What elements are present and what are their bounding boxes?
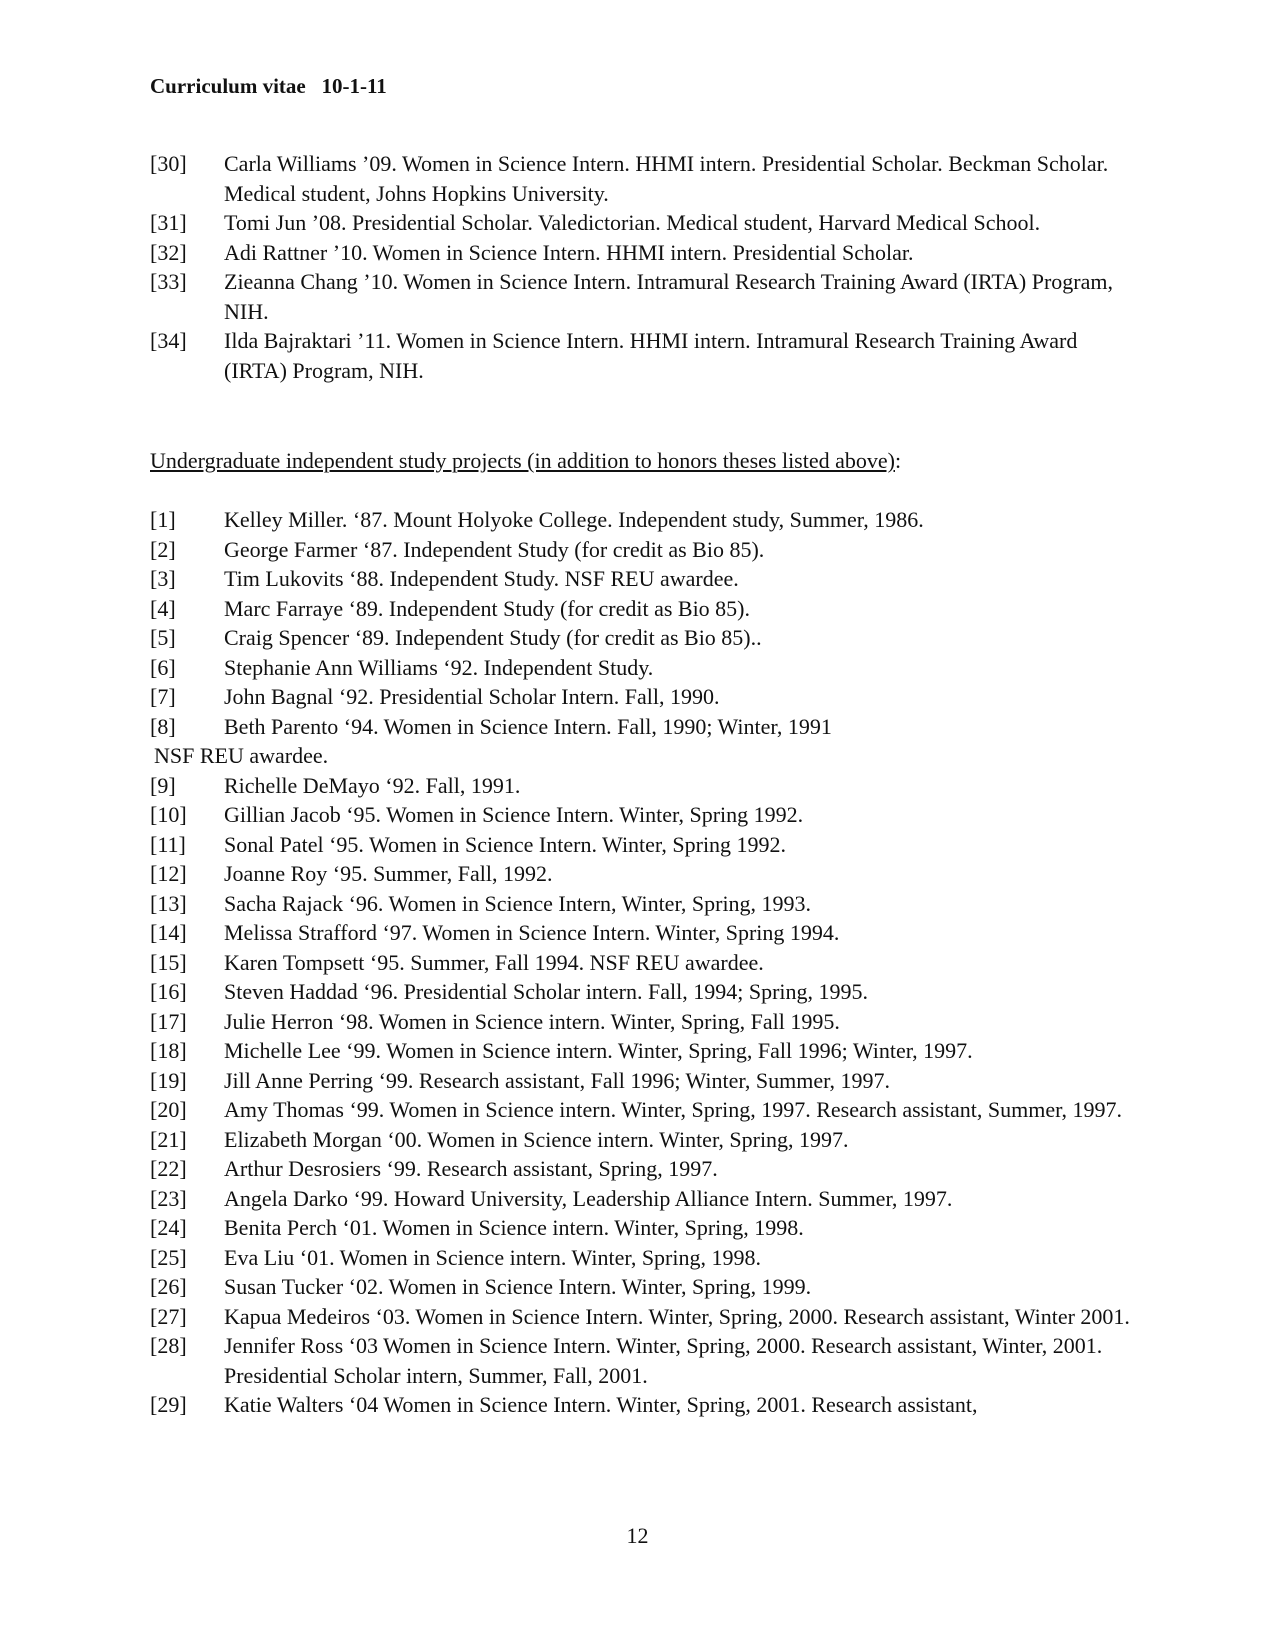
item-number: [10] [150,802,187,827]
item-number: [2] [150,536,176,562]
item-text: Kelley Miller. ‘87. Mount Holyoke College. Independent study, Summer, 1986. [224,507,924,532]
item-text: Elizabeth Morgan ‘00. Women in Science intern. Winter, Spring, 1997. [224,1126,849,1152]
item-number: [19] [150,1067,187,1093]
item-text: Arthur Desrosiers ‘99. Research assistant, Spring, 1997. [224,1156,718,1181]
item-text: Stephanie Ann Williams ‘92. Independent Study. [224,654,654,680]
item-number: [34] [150,328,187,353]
item-text: Craig Spencer ‘89. Independent Study (for credit as Bio 85).. [224,625,762,650]
item-text: Carla Williams ’09. Women in Science Intern. HHMI intern. Presidential Scholar. Beckman Scholar. Medical student, Johns Hopkins University. [224,151,1109,206]
list-item [150,800,1130,830]
item-text: Jill Anne Perring ‘99. Research assistant, Fall 1996; Winter, Summer, 1997. [224,1067,891,1093]
list-item [150,889,1130,919]
item-text: Benita Perch ‘01. Women in Science intern. Winter, Spring, 1998. [224,1215,804,1240]
list-item [150,1066,1130,1096]
list-item [150,1272,1130,1302]
item-number: [31] [150,210,187,235]
item-text: Karen Tompsett ‘95. Summer, Fall 1994. NSF REU awardee. [224,949,764,975]
list-item [150,712,1130,771]
list-item [150,623,1130,653]
list-item [150,1213,1130,1243]
item-number: [29] [150,1392,187,1417]
item-number: [24] [150,1215,187,1240]
item-text: Jennifer Ross ‘03 Women in Science Intern. Winter, Spring, 2000. Research assistant, Winter, 2001. Presidential Scholar intern, Summer, Fall, 2001. [224,1333,1103,1388]
list-item [150,918,1130,948]
list-item [150,1125,1130,1155]
item-number: [26] [150,1274,187,1299]
item-number: [32] [150,239,187,265]
item-number: [23] [150,1185,187,1211]
section-heading-colon: : [894,448,902,473]
item-number: [15] [150,949,187,975]
list-item [150,564,1130,594]
item-number: [16] [150,979,187,1004]
list-item [150,238,1130,268]
item-text: Tim Lukovits ‘88. Independent Study. NSF REU awardee. [224,566,739,591]
item-number: [17] [150,1008,187,1034]
section-heading-text: Undergraduate independent study projects (in addition to honors theses listed above) [150,448,895,473]
list-item [150,1154,1130,1184]
list-item [150,771,1130,801]
list-item [150,267,1130,326]
item-number: [28] [150,1333,187,1358]
item-number: [14] [150,920,187,945]
list-item [150,1302,1130,1332]
item-text: Susan Tucker ‘02. Women in Science Intern. Winter, Spring, 1999. [224,1274,812,1299]
list-item [150,149,1130,208]
independent-study-list [150,505,1130,1420]
page-number: 12 [626,1523,649,1548]
list-item [150,1390,1130,1420]
item-text: Joanne Roy ‘95. Summer, Fall, 1992. [224,861,553,886]
item-text: Sacha Rajack ‘96. Women in Science Intern, Winter, Spring, 1993. [224,890,812,916]
item-text: Steven Haddad ‘96. Presidential Scholar intern. Fall, 1994; Spring, 1995. [224,979,869,1004]
item-number: [7] [150,684,176,709]
list-item [150,535,1130,565]
item-text: Kapua Medeiros ‘03. Women in Science Intern. Winter, Spring, 2000. Research assistant, Winter 2001. [224,1303,1130,1329]
item-number: [18] [150,1038,187,1063]
item-text: Beth Parento ‘94. Women in Science Intern. Fall, 1990; Winter, 1991 [224,713,832,739]
list-item [150,977,1130,1007]
list-item [150,948,1130,978]
list-item [150,505,1130,535]
item-number: [13] [150,890,187,916]
list-item [150,653,1130,683]
list-item [150,859,1130,889]
item-text: Sonal Patel ‘95. Women in Science Intern. Winter, Spring 1992. [224,831,787,857]
item-text: Adi Rattner ’10. Women in Science Intern. HHMI intern. Presidential Scholar. [224,239,914,265]
list-item [150,594,1130,624]
item-number: [5] [150,625,176,650]
item-text: Julie Herron ‘98. Women in Science intern. Winter, Spring, Fall 1995. [224,1008,840,1034]
page-header: Curriculum vitae 10-1-11 [150,74,387,98]
item-text: Ilda Bajraktari ’11. Women in Science Intern. HHMI intern. Intramural Research Training Award (IRTA) Program, NIH. [224,328,1078,383]
item-number: [30] [150,151,187,176]
item-text: Marc Farraye ‘89. Independent Study (for credit as Bio 85). [224,595,751,621]
item-text: Amy Thomas ‘99. Women in Science intern. Winter, Spring, 1997. Research assistant, Summer, 1997. [224,1097,1123,1122]
list-item [150,326,1130,385]
item-text: Angela Darko ‘99. Howard University, Leadership Alliance Intern. Summer, 1997. [224,1185,953,1211]
list-item [150,1243,1130,1273]
item-number: [22] [150,1156,187,1181]
list-item [150,1007,1130,1037]
item-number: [21] [150,1126,187,1152]
item-text: Katie Walters ‘04 Women in Science Intern. Winter, Spring, 2001. Research assistant, [224,1392,978,1417]
item-number: [6] [150,654,176,680]
item-number: [11] [150,831,186,857]
item-text: Eva Liu ‘01. Women in Science intern. Winter, Spring, 1998. [224,1244,761,1270]
list-item [150,208,1130,238]
item-number: [3] [150,566,176,591]
item-number: [27] [150,1303,187,1329]
item-number: [33] [150,269,187,294]
mentee-list-continued [150,149,1130,385]
item-text: Gillian Jacob ‘95. Women in Science Intern. Winter, Spring 1992. [224,802,804,827]
item-text: George Farmer ‘87. Independent Study (for credit as Bio 85). [224,536,765,562]
item-text: Richelle DeMayo ‘92. Fall, 1991. [224,772,521,798]
item-number: [20] [150,1097,187,1122]
section-heading [150,446,901,476]
list-item [150,1331,1130,1390]
item-text: Zieanna Chang ’10. Women in Science Intern. Intramural Research Training Award (IRTA) Program, NIH. [224,269,1113,324]
item-number: [8] [150,713,176,739]
list-item [150,682,1130,712]
list-item [150,1184,1130,1214]
item-text: Melissa Strafford ‘97. Women in Science Intern. Winter, Spring 1994. [224,920,840,945]
list-item [150,1036,1130,1066]
item-number: [25] [150,1244,187,1270]
item-text: Tomi Jun ’08. Presidential Scholar. Valedictorian. Medical student, Harvard Medical School. [224,210,1041,235]
item-number: [4] [150,595,176,621]
item-text: John Bagnal ‘92. Presidential Scholar Intern. Fall, 1990. [224,684,720,709]
item-number: [9] [150,772,176,798]
list-item [150,830,1130,860]
item-text: Michelle Lee ‘99. Women in Science intern. Winter, Spring, Fall 1996; Winter, 1997. [224,1038,973,1063]
item-number: [12] [150,861,187,886]
item-continuation: NSF REU awardee. [154,743,329,768]
list-item [150,1095,1130,1125]
item-number: [1] [150,507,176,532]
